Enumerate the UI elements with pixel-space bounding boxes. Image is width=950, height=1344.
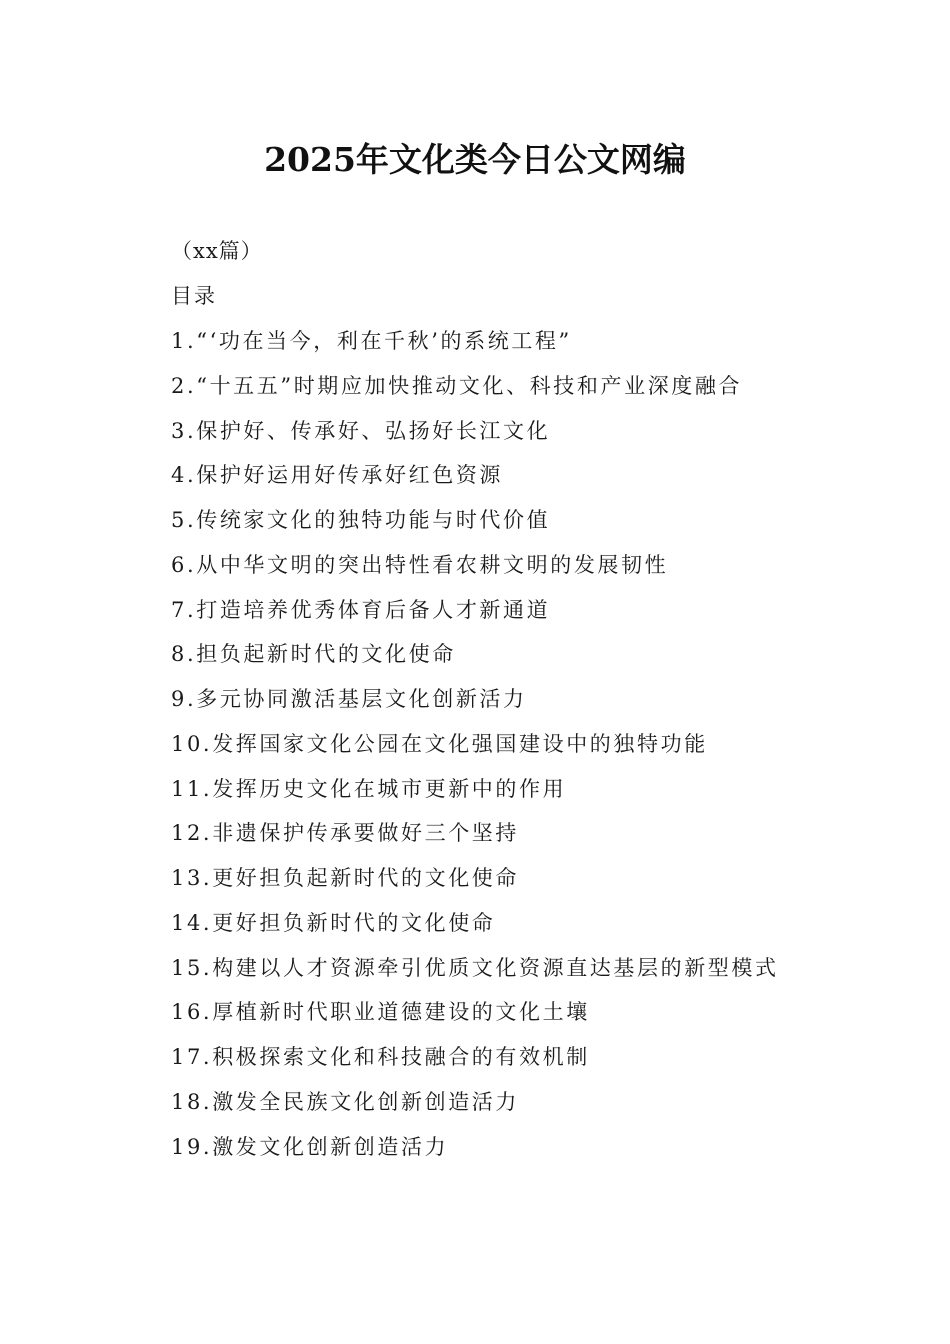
toc-item: 19.激发文化创新创造活力: [171, 1134, 449, 1159]
toc-item: 14.更好担负新时代的文化使命: [171, 910, 496, 935]
toc-list: [171, 326, 911, 1176]
document-title: 2025年文化类今日公文网编: [264, 140, 686, 179]
toc-item: 10.发挥国家文化公园在文化强国建设中的独特功能: [171, 731, 708, 756]
toc-item: 7.打造培养优秀体育后备人才新通道: [171, 597, 551, 622]
toc-item: 16.厚植新时代职业道德建设的文化土壤: [171, 1000, 590, 1025]
toc-item: 18.激发全民族文化创新创造活力: [171, 1089, 519, 1114]
toc-item: 12.非遗保护传承要做好三个坚持: [171, 821, 519, 846]
toc-item: 6.从中华文明的突出特性看农耕文明的发展韧性: [171, 552, 669, 577]
toc-item: 11.发挥历史文化在城市更新中的作用: [171, 776, 567, 801]
document-subtitle: （xx篇）: [171, 239, 263, 263]
toc-item: 1.“‘功在当今，利在千秋’的系统工程”: [171, 329, 572, 353]
toc-heading: 目录: [171, 284, 217, 308]
toc-item: 9.多元协同激活基层文化创新活力: [171, 687, 527, 711]
toc-item: 4.保护好运用好传承好红色资源: [171, 463, 504, 488]
toc-item: 2.“十五五”时期应加快推动文化、科技和产业深度融合: [171, 373, 743, 398]
toc-item: 5.传统家文化的独特功能与时代价值: [171, 508, 551, 532]
toc-item: 13.更好担负起新时代的文化使命: [171, 866, 519, 890]
toc-item: 8.担负起新时代的文化使命: [171, 642, 456, 667]
toc-item: 15.构建以人才资源牵引优质文化资源直达基层的新型模式: [171, 955, 779, 980]
toc-item: 17.积极探索文化和科技融合的有效机制: [171, 1045, 590, 1069]
toc-item: 3.保护好、传承好、弘扬好长江文化: [171, 418, 551, 443]
